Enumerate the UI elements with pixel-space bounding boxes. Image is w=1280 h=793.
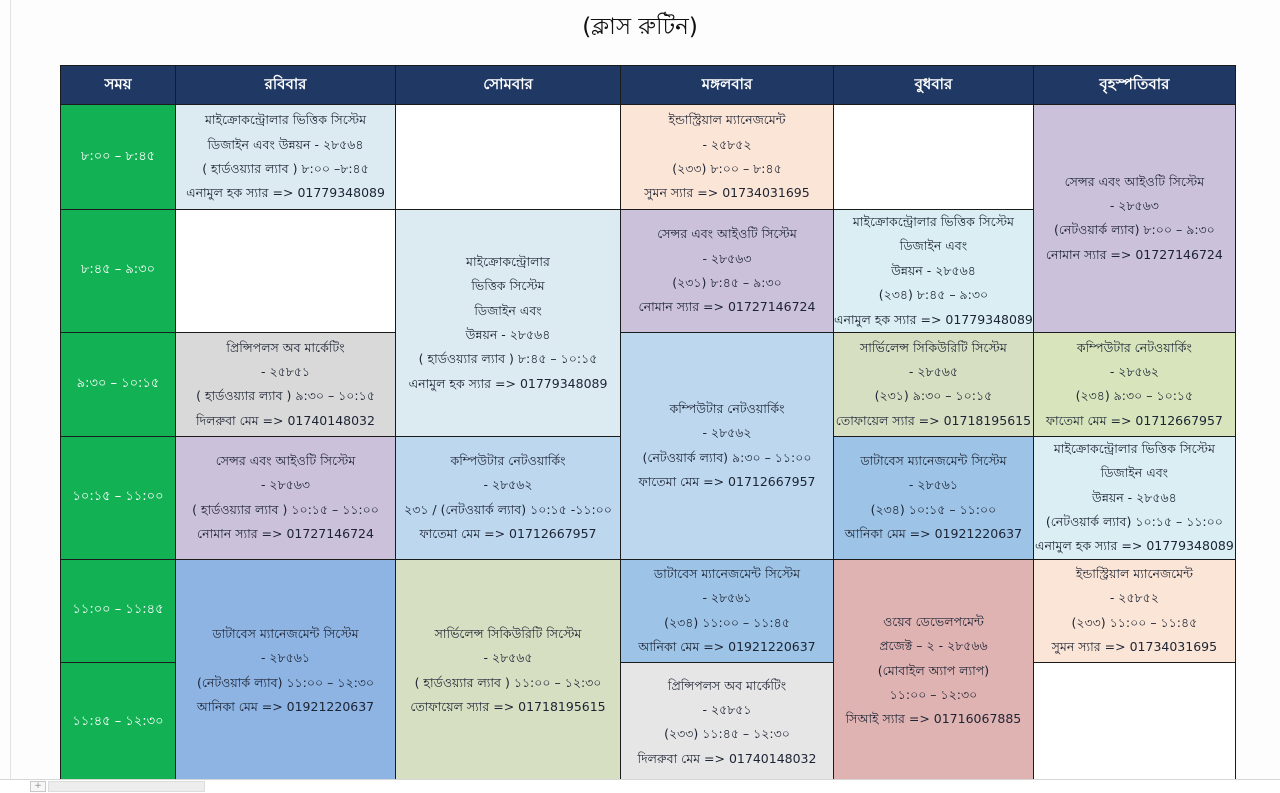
cell-line: (২৩১) ৯:৩০ – ১০:১৫ [874, 388, 993, 404]
cell-line: ইন্ডাস্ট্রিয়াল ম্যানেজমেন্ট [1075, 566, 1193, 581]
cell-line: উন্নয়ন - ২৮৫৬৪ [465, 326, 551, 342]
time-slot-4[interactable]: ১১:০০ – ১১:৪৫ [61, 559, 176, 662]
cell-line: প্রিন্সিপলস অব মার্কেটিং [226, 339, 345, 355]
header-day-thursday[interactable]: বৃহস্পতিবার [1033, 66, 1235, 105]
routine-body [61, 105, 1236, 783]
cell-line: ডিজাইন এবং [1100, 465, 1169, 481]
cell-line: (২৩৩) ১১:০০ – ১১:৪৫ [1071, 614, 1198, 630]
cell-line: (নেটওয়ার্ক ল্যাব) ১০:১৫ – ১১:০০ [1045, 514, 1223, 529]
header-time[interactable]: সময় [61, 66, 176, 105]
cell-line: ১১:০০ – ১২:৩০ [889, 686, 978, 702]
cell-line: নোমান স্যার => 01727146724 [1045, 246, 1223, 262]
cell-line: তোফায়েল স্যার => 01718195615 [410, 699, 606, 715]
cell-line: সিআই স্যার => 01716067885 [845, 711, 1022, 727]
cell-line: কম্পিউটার নেটওয়ার্কিং [1076, 339, 1192, 355]
cell-line: - ২৫৮৫১ [702, 701, 752, 717]
cell-line: আনিকা মেম => 01921220637 [196, 699, 375, 715]
class-cell-wednesday-row2[interactable] [834, 332, 1034, 436]
cell-line: এনামুল হক স্যার => 01779348089 [1034, 538, 1234, 554]
window-left-edge [10, 0, 11, 779]
cell-line: এনামুল হক স্যার => 01779348089 [408, 375, 608, 391]
class-cell-sunday-row0[interactable] [176, 105, 396, 210]
class-cell-wednesday-row1[interactable] [834, 210, 1034, 333]
cell-line: এনামুল হক স্যার => 01779348089 [186, 185, 385, 201]
cell-line: (২৩৩) ১১:৪৫ – ১২:৩০ [664, 726, 790, 742]
cell-line: ডিজাইন এবং উন্নয়ন - ২৮৫৬৪ [207, 136, 364, 152]
cell-line: মাইক্রোকন্ট্রোলার [466, 253, 550, 269]
cell-line: উন্নয়ন - ২৮৫৬৪ [891, 262, 976, 278]
cell-line: - ২৮৫৬৫ [908, 364, 958, 379]
cell-line: - ২৮৫৬২ [483, 477, 533, 493]
cell-line: ডাটাবেস ম্যানেজমেন্ট সিস্টেম [860, 453, 1007, 469]
class-cell-wednesday-row4[interactable] [834, 559, 1034, 782]
cell-line: কম্পিউটার নেটওয়ার্কিং [450, 453, 566, 469]
cell-line: - ২৫৮৫২ [702, 136, 752, 152]
class-cell-monday-row3[interactable] [396, 436, 621, 559]
empty-cell-wednesday-row0[interactable] [834, 105, 1034, 210]
class-cell-sunday-row3[interactable] [176, 436, 396, 559]
class-cell-tuesday-row1[interactable] [621, 210, 834, 333]
cell-line: - ২৮৫৬২ [1109, 364, 1159, 379]
cell-line: (নেটওয়ার্ক ল্যাব) ১১:০০ – ১২:৩০ [196, 674, 375, 690]
header-day-tuesday[interactable]: মঙ্গলবার [621, 66, 834, 105]
cell-line: - ২৮৫৬১ [702, 590, 752, 606]
cell-line: ডিজাইন এবং [899, 238, 968, 254]
routine-table [60, 65, 1236, 783]
time-slot-5[interactable]: ১১:৪৫ – ১২:৩০ [61, 662, 176, 782]
cell-line: সুমন স্যার => 01734031695 [644, 185, 810, 201]
cell-line: ইন্ডাস্ট্রিয়াল ম্যানেজমেন্ট [668, 112, 786, 128]
time-slot-1[interactable]: ৮:৪৫ – ৯:৩০ [61, 210, 176, 333]
cell-line: (২৩৪) ১০:১৫ – ১১:০০ [870, 501, 997, 517]
class-cell-thursday-row2[interactable] [1033, 332, 1235, 436]
class-cell-monday-row4[interactable] [396, 559, 621, 782]
cell-line: - ২৮৫৬৫ [483, 650, 533, 666]
cell-line: প্রজেক্ট – ২ - ২৮৫৬৬ [879, 638, 988, 654]
time-slot-3[interactable]: ১০:১৫ – ১১:০০ [61, 436, 176, 559]
cell-line: (মোবাইল অ্যাপ ল্যাপ) [877, 662, 990, 678]
cell-line: আনিকা মেম => 01921220637 [844, 526, 1023, 542]
cell-line: সুমন স্যার => 01734031695 [1051, 639, 1218, 655]
add-sheet-button[interactable]: + [30, 781, 46, 792]
cell-line: - ২৮৫৬১ [260, 650, 311, 666]
cell-line: ( হার্ডওয়্যার ল্যাব ) ৯:৩০ – ১০:১৫ [196, 388, 375, 404]
page-title: (ক্লাস রুটিন) [582, 14, 698, 40]
cell-line: ২৩১ / (নেটওয়ার্ক ল্যাব) ১০:১৫ -১১:০০ [404, 501, 612, 517]
cell-line: সেন্সর এবং আইওটি সিস্টেম [657, 226, 797, 242]
cell-line: সার্ভিলেন্স সিকিউরিটি সিস্টেম [434, 626, 582, 641]
cell-line: ( হার্ডওয়্যার ল্যাব ) ১১:০০ – ১২:৩০ [414, 674, 602, 690]
header-day-wednesday[interactable]: বুধবার [834, 66, 1034, 105]
class-cell-thursday-row3[interactable] [1033, 436, 1235, 559]
time-slot-2[interactable]: ৯:৩০ – ১০:১৫ [61, 332, 176, 436]
sheet-tab[interactable] [48, 781, 205, 792]
cell-line: - ২৫৮৫২ [1109, 590, 1159, 606]
cell-line: ভিত্তিক সিস্টেম [471, 278, 545, 294]
cell-line: - ২৮৫৬৩ [260, 477, 311, 493]
class-cell-monday-row1[interactable] [396, 210, 621, 437]
cell-line: কম্পিউটার নেটওয়ার্কিং [669, 401, 785, 417]
cell-line: ডিজাইন এবং [474, 302, 542, 318]
cell-line: মাইক্রোকন্ট্রোলার ভিত্তিক সিস্টেম [204, 112, 367, 128]
class-cell-wednesday-row3[interactable] [834, 436, 1034, 559]
cell-line: (২৩৪) ১১:০০ – ১১:৪৫ [664, 614, 790, 630]
cell-line: মাইক্রোকন্ট্রোলার ভিত্তিক সিস্টেম [852, 214, 1014, 229]
cell-line: (নেটওয়ার্ক ল্যাব) ৯:৩০ – ১১:০০ [642, 449, 812, 465]
class-cell-thursday-row4[interactable] [1033, 559, 1235, 662]
cell-line: মাইক্রোকন্ট্রোলার ভিত্তিক সিস্টেম [1053, 440, 1215, 456]
cell-line: (২৩১) ৮:৪৫ – ৯:৩০ [672, 274, 782, 290]
cell-line: ডাটাবেস ম্যানেজমেন্ট সিস্টেম [653, 566, 801, 581]
cell-line: ( হার্ডওয়্যার ল্যাব ) ৮:০০ –৮:৪৫ [202, 161, 369, 176]
cell-line: ডাটাবেস ম্যানেজমেন্ট সিস্টেম [212, 626, 359, 641]
routine-header-row [61, 66, 1236, 105]
class-cell-tuesday-row0[interactable] [621, 105, 834, 210]
cell-line: - ২৮৫৬১ [908, 477, 958, 493]
cell-line: - ২৮৫৬২ [702, 425, 752, 441]
cell-line: - ২৮৫৬৩ [702, 250, 752, 266]
cell-line: নোমান স্যার => 01727146724 [638, 299, 816, 315]
cell-line: ওয়েব ডেভেলপমেন্ট [883, 613, 984, 629]
cell-line: আনিকা মেম => 01921220637 [638, 639, 816, 655]
empty-cell-sunday-row1[interactable] [176, 210, 396, 333]
time-slot-0[interactable]: ৮:০০ – ৮:৪৫ [61, 105, 176, 210]
sheet-tab-bar [0, 779, 1280, 793]
header-day-monday[interactable]: সোমবার [396, 66, 621, 105]
cell-line: ফাতেমা মেম => 01712667957 [1045, 412, 1223, 428]
cell-line: - ২৮৫৬৩ [1109, 198, 1159, 214]
cell-line: সার্ভিলেন্স সিকিউরিটি সিস্টেম [860, 339, 1007, 355]
cell-line: (২৩৩) ৮:০০ – ৮:৪৫ [672, 161, 782, 176]
cell-line: উন্নয়ন - ২৮৫৬৪ [1092, 489, 1177, 505]
class-cell-tuesday-row4[interactable] [621, 559, 834, 662]
class-cell-tuesday-row2[interactable] [621, 332, 834, 559]
cell-line: ফাতেমা মেম => 01712667957 [638, 474, 816, 490]
cell-line: এনামুল হক স্যার => 01779348089 [834, 311, 1033, 327]
cell-line: প্রিন্সিপলস অব মার্কেটিং [667, 677, 787, 693]
empty-cell-monday-row0[interactable] [396, 105, 621, 210]
cell-line: (২৩৪) ৮:৪৫ – ৯:৩০ [878, 287, 989, 303]
cell-line: নোমান স্যার => 01727146724 [197, 526, 374, 542]
header-day-sunday[interactable]: রবিবার [176, 66, 396, 105]
cell-line: তোফায়েল স্যার => 01718195615 [835, 412, 1032, 428]
cell-line: - ২৫৮৫১ [260, 364, 311, 379]
cell-line: সেন্সর এবং আইওটি সিস্টেম [1064, 173, 1205, 189]
class-cell-sunday-row2[interactable] [176, 332, 396, 436]
class-cell-thursday-row0[interactable] [1033, 105, 1235, 333]
cell-line: সেন্সর এবং আইওটি সিস্টেম [215, 453, 356, 469]
class-cell-tuesday-row5[interactable] [621, 662, 834, 782]
class-cell-sunday-row4[interactable] [176, 559, 396, 782]
cell-line: দিলরুবা মেম => 01740148032 [637, 750, 817, 766]
cell-line: (২৩৪) ৯:৩০ – ১০:১৫ [1075, 388, 1194, 404]
cell-line: ( হার্ডওয়্যার ল্যাব ) ১০:১৫ – ১১:০০ [192, 501, 379, 517]
cell-line: ফাতেমা মেম => 01712667957 [419, 526, 597, 542]
cell-line: ( হার্ডওয়্যার ল্যাব ) ৮:৪৫ – ১০:১৫ [418, 351, 598, 367]
empty-cell-thursday-row5[interactable] [1033, 662, 1235, 782]
cell-line: দিলরুবা মেম => 01740148032 [196, 412, 375, 428]
cell-line: (নেটওয়ার্ক ল্যাব) ৮:০০ – ৯:৩০ [1053, 222, 1215, 238]
